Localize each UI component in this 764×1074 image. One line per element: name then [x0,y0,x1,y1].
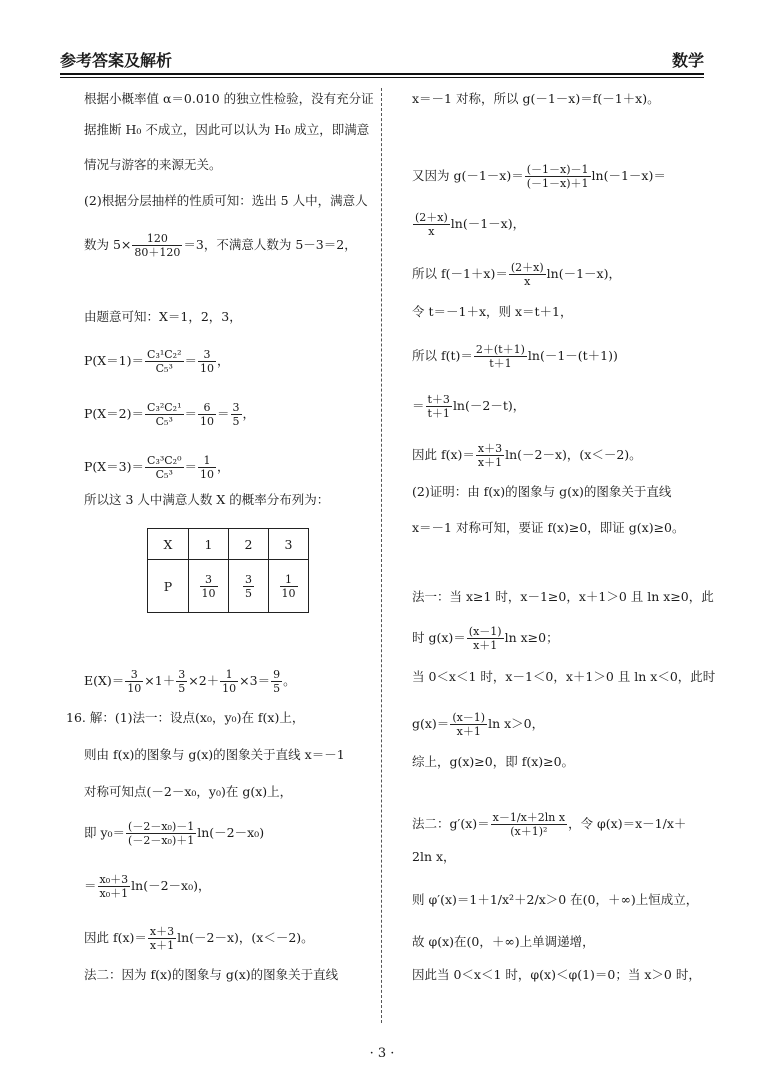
text-line: 所以 f(－1＋x)＝ $\frac{(2+x)}{x}$ ln(－1－x)， [412,261,621,288]
text-line: 据推断 H₀ 不成立，因此可以认为 H₀ 成立，即满意 [84,122,370,137]
text-line: 对称可知点(－2－x₀，y₀)在 g(x)上， [84,784,293,799]
text-line: E(X)＝ $\frac{3}{10}$ ×1＋ $\frac{3}{5}$ ×2＋ $\frac{1}{10}$ ×3＝ $\frac{9}{5}$ 。 [84,668,296,695]
text-line: x＝－1 对称可知，要证 f(x)≥0，即证 g(x)≥0。 [412,520,685,535]
text-line: ＝ $\frac{t+3}{t+1}$ ln(－2－t)， [412,393,526,420]
text-line: 即 y₀＝ $\frac{\text{(－2－x₀)－1}}{\text{(－2－x₀)＋1}}$ ln(－2－x₀) [84,820,265,847]
text-line: 所以这 3 人中满意人数 X 的概率分布列为： [84,492,330,507]
text-line: 情况与游客的来源无关。 [84,157,222,172]
header-subject: 数学 [671,51,704,70]
table-cell: $\frac{3}{5}$ [229,560,269,613]
text-line: g(x)＝ $\frac{(x-1)}{x+1}$ ln x＞0， [412,711,545,738]
text-line: 由题意可知：X＝1，2，3， [84,309,242,324]
text-line: P(X＝1)＝ $\frac{\text{C₃¹C₂²}}{\text{C₅³}}$ ＝ $\frac{3}{10}$ ， [84,348,230,375]
text-line: P(X＝3)＝ $\frac{\text{C₃³C₂⁰}}{\text{C₅³}}$ ＝ $\frac{1}{10}$ ， [84,454,230,481]
text-line: 因此当 0＜x＜1 时，φ(x)＜φ(1)＝0；当 x＞0 时， [412,967,701,982]
table-cell: 2 [229,529,269,560]
text-line: ＝ $\frac{\text{x₀＋3}}{\text{x₀＋1}}$ ln(－2－x₀)， [84,873,211,900]
text-line: 法一：当 x≥1 时，x－1≥0，x＋1＞0 且 ln x≥0，此 [412,589,714,604]
text-line: (2)证明：由 f(x)的图象与 g(x)的图象关于直线 [412,484,672,499]
table-cell: 3 [269,529,309,560]
table-cell: $\frac{3}{10}$ [189,560,229,613]
column-divider [381,88,382,1023]
table-row [148,560,309,613]
header-rule-thick [60,73,704,75]
text-line: 综上，g(x)≥0，即 f(x)≥0。 [412,754,575,769]
text-line: 时 g(x)＝ $\frac{(x-1)}{x+1}$ ln x≥0； [412,625,559,652]
table-cell: X [148,529,189,560]
text-line: 数为 5× $\frac{120}{80+120}$ ＝3，不满意人数为 5－3＝2， [84,232,357,259]
table-cell: $\frac{1}{10}$ [269,560,309,613]
distribution-table [147,528,309,613]
table-cell: 1 [189,529,229,560]
text-line: 当 0＜x＜1 时，x－1＜0，x＋1＞0 且 ln x＜0，此时 [412,669,716,684]
page-number: · 3 · [369,1046,395,1061]
text-line: P(X＝2)＝ $\frac{\text{C₃²C₂¹}}{\text{C₅³}}$ ＝ $\frac{6}{10}$ ＝ $\frac{3}{5}$ ， [84,401,256,428]
text-line: 因此 f(x)＝ $\frac{x+3}{x+1}$ ln(－2－x)，(x＜－2)。 [412,442,642,469]
text-line: 又因为 g(－1－x)＝ $\frac{(-1-x)-1}{(-1-x)+1}$ ln(－1－x)＝ [412,163,666,190]
text-line: 法二：g′(x)＝ $\frac{\text{x－1/x＋2ln x}}{\text{(x＋1)²}}$ ，令 φ(x)＝x－1/x＋ [412,811,687,838]
table-header-row [148,529,309,560]
text-line: $\frac{(2+x)}{x}$ ln(－1－x)， [415,211,526,238]
page-header [60,48,704,72]
header-rule-thin [60,77,704,78]
text-line: 则 φ′(x)＝1＋1/x²＋2/x＞0 在(0，＋∞)上恒成立， [412,892,699,907]
text-line: 令 t＝－1＋x，则 x＝t＋1， [412,304,573,319]
text-line: 根据小概率值 α＝0.010 的独立性检验，没有充分证 [84,91,374,106]
text-line: 因此 f(x)＝ $\frac{x+3}{x+1}$ ln(－2－x)，(x＜－2)。 [84,925,314,952]
text-line: 法二：因为 f(x)的图象与 g(x)的图象关于直线 [84,967,339,982]
text-line: x＝－1 对称，所以 g(－1－x)＝f(－1＋x)。 [412,91,660,106]
text-line: 2ln x， [412,849,456,864]
text-line: (2)根据分层抽样的性质可知：选出 5 人中，满意人 [84,193,368,208]
table-cell: P [148,560,189,613]
text-line: 16. 解：(1)法一：设点(x₀，y₀)在 f(x)上， [66,710,305,725]
header-title: 参考答案及解析 [60,51,173,70]
text-line: 所以 f(t)＝ $\frac{2+(t+1)}{t+1}$ ln(－1－(t＋1)) [412,343,618,370]
text-line: 故 φ(x)在(0，＋∞)上单调递增， [412,934,595,949]
text-line: 则由 f(x)的图象与 g(x)的图象关于直线 x＝－1 [84,747,345,762]
